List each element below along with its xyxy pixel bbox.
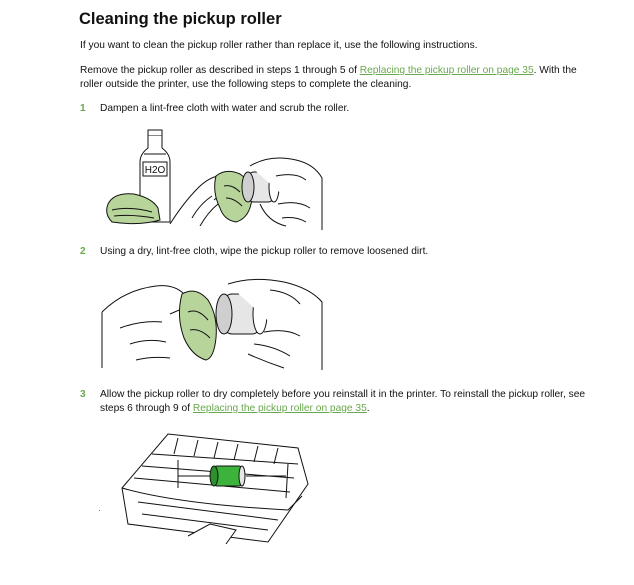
bottle-label: H2O [144, 165, 166, 176]
step-number: 1 [80, 103, 86, 114]
stray-dot [99, 510, 100, 511]
para-text-before: Remove the pickup roller as described in steps 1 through 5 of [80, 65, 360, 76]
step-number: 2 [80, 246, 86, 257]
step-3 [80, 388, 610, 418]
page-title: Cleaning the pickup roller [79, 10, 282, 28]
para-text-after: . With the roller outside the printer, use the following steps to complete the cleaning. [80, 65, 577, 90]
step-text-before: Allow the pickup roller to dry completely before you reinstall it in the printer. To reinstall the pickup roller, see steps 6 through 9 of [100, 389, 586, 414]
replacing-roller-link-step3[interactable]: Replacing the pickup roller on page 35 [192, 403, 367, 414]
step-text [100, 388, 610, 416]
step-text: Using a dry, lint-free cloth, wipe the pickup roller to remove loosened dirt. [100, 246, 429, 257]
step-number: 3 [80, 389, 86, 400]
step-text-after: . [366, 403, 370, 414]
intro-paragraph: If you want to clean the pickup roller rather than replace it, use the following instructions. [80, 40, 478, 51]
step-text: Dampen a lint-free cloth with water and scrub the roller. [100, 103, 350, 114]
replacing-roller-link[interactable]: Replacing the pickup roller on page 35 [359, 65, 534, 76]
figure-printer-roller [118, 424, 318, 549]
figure-dampen-cloth [100, 126, 325, 234]
figure-wipe-roller [100, 272, 325, 372]
instructions-paragraph [80, 64, 600, 92]
